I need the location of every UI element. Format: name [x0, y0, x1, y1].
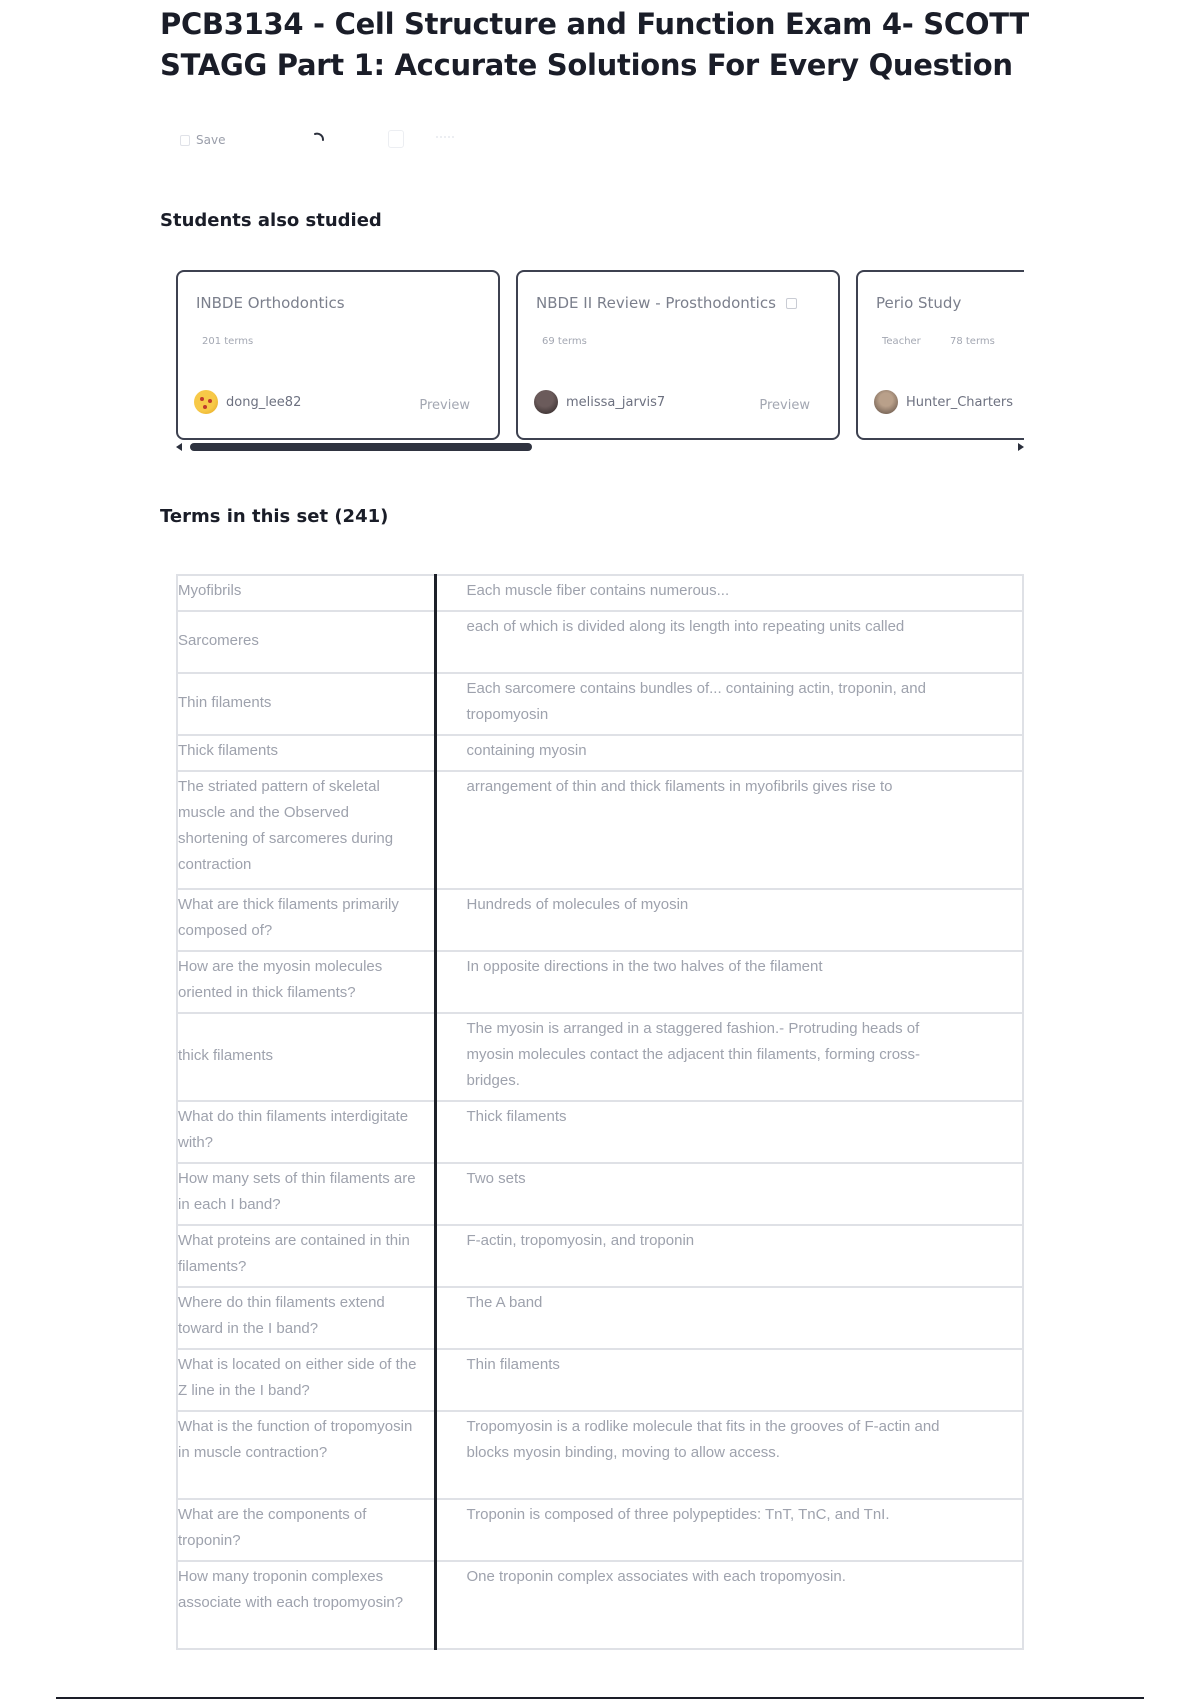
card-title: INBDE Orthodontics — [196, 294, 345, 312]
definition-cell: arrangement of thin and thick filaments in myofibrils gives rise to — [435, 771, 1023, 889]
term-cell: Thick filaments — [177, 735, 435, 771]
terms-heading: Terms in this set (241) — [160, 506, 389, 527]
card-preview-link[interactable]: Preview — [759, 398, 810, 413]
term-cell: Myofibrils — [177, 575, 435, 611]
save-button[interactable] — [180, 133, 225, 147]
definition-cell: The A band — [435, 1287, 1023, 1349]
action-toolbar — [180, 128, 225, 152]
table-row — [177, 1499, 1023, 1561]
card-term-count: 201 terms — [202, 336, 254, 347]
definition-cell: Thin filaments — [435, 1349, 1023, 1411]
definition-cell: Troponin is composed of three polypeptides: TnT, TnC, and TnI. — [435, 1499, 1023, 1561]
term-cell: What is the function of tropomyosin in muscle contraction? — [177, 1411, 435, 1499]
card-username: melissa_jarvis7 — [566, 394, 666, 410]
table-row — [177, 771, 1023, 889]
image-icon — [786, 298, 797, 309]
avatar — [534, 390, 558, 414]
table-row — [177, 1225, 1023, 1287]
table-row — [177, 611, 1023, 673]
card-username: Hunter_Charters — [906, 394, 1014, 410]
scrollbar-thumb[interactable] — [190, 443, 532, 451]
definition-cell: F-actin, tropomyosin, and troponin — [435, 1225, 1023, 1287]
card-term-count: 69 terms — [542, 336, 587, 347]
term-cell: What are the components of troponin? — [177, 1499, 435, 1561]
card-author — [194, 390, 301, 414]
definition-cell: Thick filaments — [435, 1101, 1023, 1163]
table-row — [177, 1349, 1023, 1411]
avatar — [874, 390, 898, 414]
card-meta — [202, 336, 253, 347]
term-cell: thick filaments — [177, 1013, 435, 1101]
page-title: PCB3134 - Cell Structure and Function Exam 4- SCOTT STAGG Part 1: Accurate Solutions For Every Question — [160, 7, 1029, 82]
table-row — [177, 673, 1023, 735]
card-username: dong_lee82 — [226, 394, 302, 410]
study-set-carousel — [176, 270, 1024, 453]
table-row — [177, 1101, 1023, 1163]
card-role: Teacher — [882, 336, 921, 347]
table-row — [177, 1287, 1023, 1349]
term-cell: Where do thin filaments extend toward in the I band? — [177, 1287, 435, 1349]
study-set-card[interactable] — [176, 270, 500, 440]
term-cell: How are the myosin molecules oriented in thick filaments? — [177, 951, 435, 1013]
card-meta — [542, 336, 587, 347]
avatar — [194, 390, 218, 414]
definition-cell: Two sets — [435, 1163, 1023, 1225]
table-row — [177, 1561, 1023, 1649]
table-row — [177, 1411, 1023, 1499]
term-cell: How many sets of thin filaments are in each I band? — [177, 1163, 435, 1225]
study-set-card[interactable] — [516, 270, 840, 440]
term-cell: What proteins are contained in thin filaments? — [177, 1225, 435, 1287]
card-title-text: NBDE II Review - Prosthodontics — [536, 294, 776, 312]
table-row — [177, 1013, 1023, 1101]
definition-cell: Tropomyosin is a rodlike molecule that fits in the grooves of F-actin and blocks myosin binding, moving to allow access. — [435, 1411, 1023, 1499]
definition-cell: Each sarcomere contains bundles of... containing actin, troponin, and tropomyosin — [435, 673, 1023, 735]
card-meta — [882, 336, 995, 347]
table-row — [177, 735, 1023, 771]
page-divider — [56, 1697, 1144, 1699]
card-title: Perio Study — [876, 294, 962, 312]
definition-cell: each of which is divided along its length into repeating units called — [435, 611, 1023, 673]
table-row — [177, 575, 1023, 611]
definition-cell: Each muscle fiber contains numerous... — [435, 575, 1023, 611]
term-cell: The striated pattern of skeletal muscle and the Observed shortening of sarcomeres during contraction — [177, 771, 435, 889]
save-label: Save — [196, 133, 226, 147]
definition-cell: One troponin complex associates with each tropomyosin. — [435, 1561, 1023, 1649]
study-set-card[interactable] — [856, 270, 1024, 440]
definition-cell: The myosin is arranged in a staggered fashion.- Protruding heads of myosin molecules contact the adjacent thin filaments, forming cross-bridges. — [435, 1013, 1023, 1101]
table-row — [177, 1163, 1023, 1225]
more-options-icon[interactable] — [436, 136, 454, 142]
terms-table — [176, 574, 1024, 1650]
loading-spinner-icon — [308, 128, 332, 152]
definition-cell: Hundreds of molecules of myosin — [435, 889, 1023, 951]
definition-cell: In opposite directions in the two halves of the filament — [435, 951, 1023, 1013]
term-cell: What are thick filaments primarily composed of? — [177, 889, 435, 951]
table-row — [177, 951, 1023, 1013]
table-row — [177, 889, 1023, 951]
students-also-studied-heading: Students also studied — [160, 210, 382, 231]
term-cell: Sarcomeres — [177, 611, 435, 673]
like-icon[interactable] — [388, 130, 404, 148]
card-author — [874, 390, 1013, 414]
card-title — [536, 294, 797, 312]
term-cell: What is located on either side of the Z line in the I band? — [177, 1349, 435, 1411]
definition-cell: containing myosin — [435, 735, 1023, 771]
card-term-count: 78 terms — [949, 336, 995, 347]
term-cell: How many troponin complexes associate with each tropomyosin? — [177, 1561, 435, 1649]
bookmark-icon — [180, 135, 190, 146]
card-preview-link[interactable]: Preview — [419, 398, 470, 413]
term-cell: What do thin filaments interdigitate with? — [177, 1101, 435, 1163]
scroll-left-arrow-icon[interactable] — [176, 443, 182, 451]
card-author — [534, 390, 665, 414]
term-cell: Thin filaments — [177, 673, 435, 735]
scroll-right-arrow-icon[interactable] — [1018, 443, 1024, 451]
carousel-scrollbar[interactable] — [176, 442, 1024, 452]
